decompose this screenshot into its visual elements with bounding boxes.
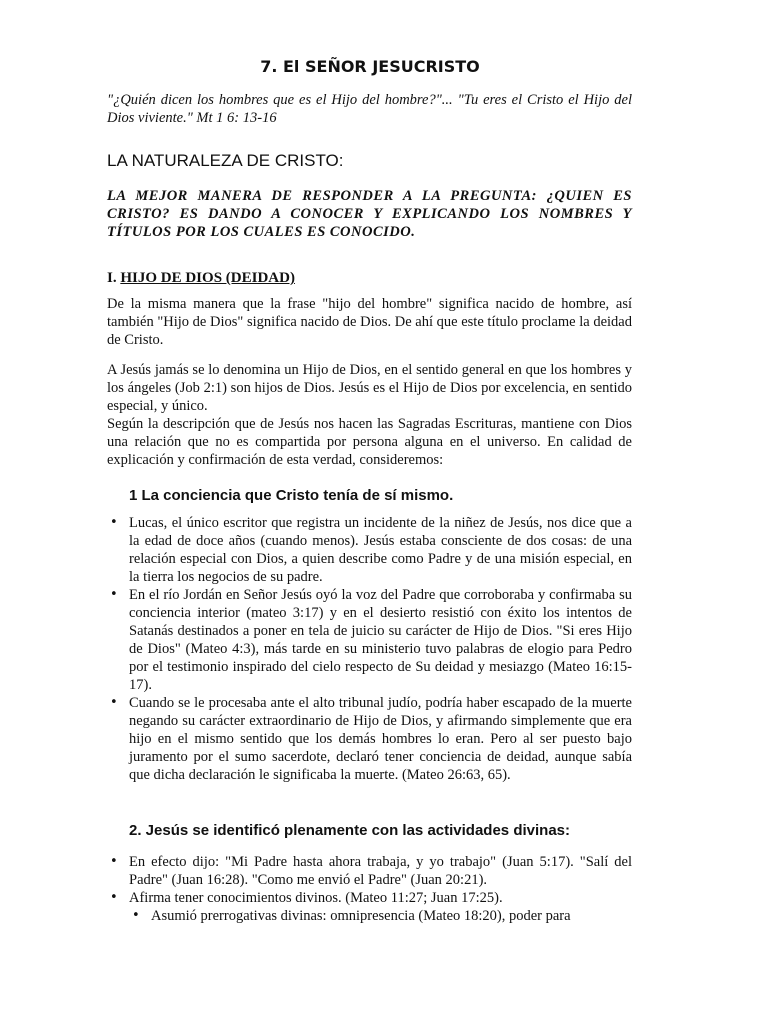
list-item: • En el río Jordán en Señor Jesús oyó la voz del Padre que corroboraba y confirmaba su conciencia interior (mateo 3:17) y en el desierto resistió con éxito los intentos de Satanás destinados a poner en tela de juicio su carácter de Hijo de Dios. "Si eres Hijo de Dios" (Mateo 4:3), más tarde en su ministerio tuvo palabras de elogio para Pedro por el testimonio inspirado del cielo respecto de Su deidad y mesiazgo (Mateo 16:15-17). bbox=[107, 586, 632, 694]
list-item: • Lucas, el único escritor que registra un incidente de la niñez de Jesús, nos dice que a la edad de doce años (cuando menos). Jesús estaba consciente de dos cosas: de una relación especial con Dios, a quien describe como Padre y de una misión especial, en la tierra los negocios de su padre. bbox=[107, 514, 632, 586]
paragraph: Según la descripción que de Jesús nos hacen las Sagradas Escrituras, mantiene con Dios una relación que no es compartida por persona alguna en el universo. En calidad de explicación y confirmación de esta verdad, consideremos: bbox=[107, 416, 632, 468]
section-1-title: HIJO DE DIOS (DEIDAD) bbox=[120, 270, 295, 286]
section-1-number: I. bbox=[107, 270, 117, 286]
paragraph: A Jesús jamás se lo denomina un Hijo de Dios, en el sentido general en que los hombres y los ángeles (Job 2:1) son hijos de Dios. Jesús es el Hijo de Dios por excelencia, en sentido especial, y único. bbox=[107, 362, 632, 414]
list-item: • Cuando se le procesaba ante el alto tribunal judío, podría haber escapado de la muerte negando su carácter extraordinario de Hijo de Dios, y afirmando simplemente que era hijo en el mismo sentido que los demás hombres lo eran. Pero al ser puesto bajo juramento por el sumo sacerdote, declaró tener conciencia de deidad, aunque sabía que dicha declaración le significaba la muerte. (Mateo 26:63, 65). bbox=[107, 694, 632, 784]
subsection-2-heading: 2. Jesús se identificó plenamente con las actividades divinas: bbox=[129, 822, 570, 839]
subsection-1-heading: 1 La conciencia que Cristo tenía de sí mismo. bbox=[129, 487, 454, 504]
list-item: • Asumió prerrogativas divinas: omnipresencia (Mateo 18:20), poder para bbox=[107, 907, 660, 925]
lead-paragraph: LA MEJOR MANERA DE RESPONDER A LA PREGUNTA: ¿QUIEN ES CRISTO? ES DANDO A CONOCER Y EXPLICANDO LOS NOMBRES Y TÍTULOS POR LOS CUALES ES CONOCIDO. bbox=[107, 188, 632, 240]
paragraph: De la misma manera que la frase "hijo del hombre" significa nacido de hombre, así también "Hijo de Dios" significa nacido de Dios. De ahí que este título proclame la deidad de Cristo. bbox=[107, 296, 632, 348]
document-title: 7. El SEÑOR JESUCRISTO bbox=[260, 57, 480, 76]
list-item: • En efecto dijo: "Mi Padre hasta ahora trabaja, y yo trabajo" (Juan 5:17). "Salí del Padre" (Juan 16:28). "Como me envió el Padre" (Juan 20:21). bbox=[107, 853, 632, 889]
subsection-1-list bbox=[107, 514, 632, 784]
section-1-heading bbox=[107, 270, 295, 287]
subsection-2-list bbox=[107, 853, 632, 925]
section-heading: LA NATURALEZA DE CRISTO: bbox=[107, 151, 344, 170]
epigraph-quote: "¿Quién dicen los hombres que es el Hijo del hombre?"... "Tu eres el Cristo el Hijo del Dios viviente." Mt 1 6: 13-16 bbox=[107, 92, 632, 126]
list-item: • Afirma tener conocimientos divinos. (Mateo 11:27; Juan 17:25). bbox=[107, 889, 632, 907]
